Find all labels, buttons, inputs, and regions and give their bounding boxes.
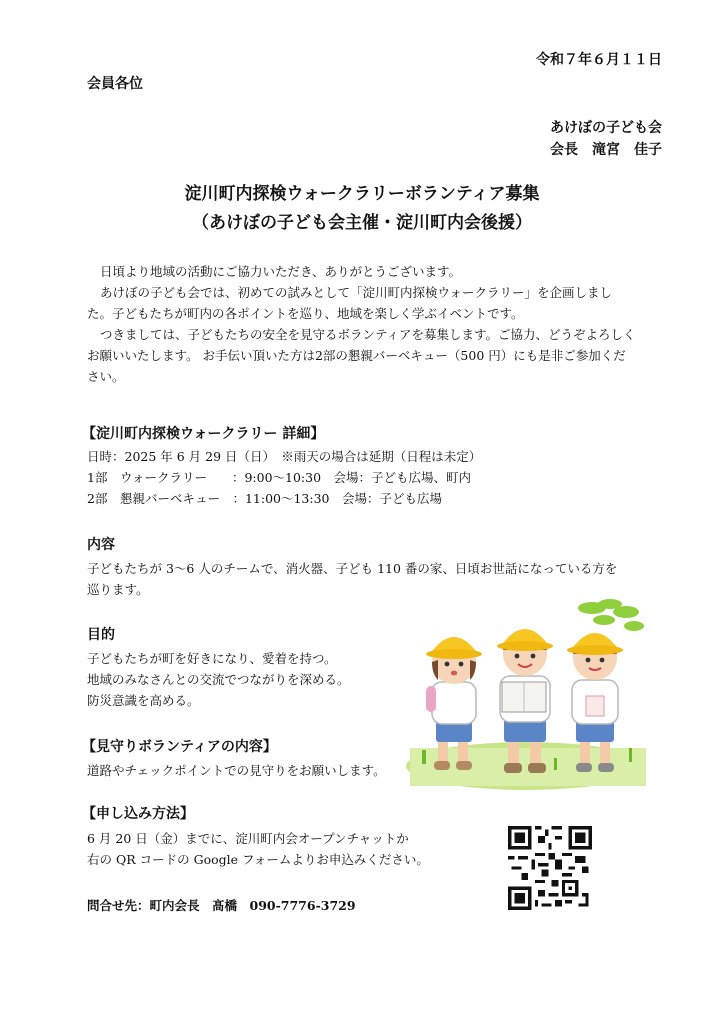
contact-info: 問合せ先：町内会長 髙橋 090-7776-3729: [87, 898, 356, 913]
volunteer-line: 道路やチェックポイントでの見守りをお願いします。: [87, 763, 386, 778]
purpose-line: 子どもたちが町を好きになり、愛着を持つ。: [87, 651, 337, 666]
purpose-line: 防災意識を高める。: [87, 693, 200, 708]
content-line: 巡ります。: [87, 582, 149, 597]
details-heading: 【淀川町内探検ウォークラリー 詳細】: [82, 426, 325, 442]
purpose-line: 地域のみなさんとの交流でつながりを深める。: [87, 672, 350, 687]
apply-body: [87, 828, 429, 870]
purpose-heading: 目的: [87, 627, 115, 643]
addressee: 会員各位: [87, 76, 143, 92]
volunteer-body: [87, 760, 386, 781]
details-line: 日時：2025 年 6 月 29 日（日） ※雨天の場合は延期（日程は未定）: [87, 449, 482, 464]
document-date: 令和７年６月１１日: [536, 52, 662, 68]
title-line-1: 淀川町内探検ウォークラリーボランティア募集: [184, 184, 540, 204]
sender-org: あけぼの子ども会: [550, 120, 662, 136]
intro-line: 日頃より地域の活動にご協力いただき、ありがとうございます。: [100, 264, 462, 279]
details-line: 1部 ウォークラリー ：9:00～10:30 会場：子ども広場、町内: [87, 470, 472, 485]
content-body: [87, 558, 617, 600]
intro-line: た。子どもたちが町内の各ポイントを巡り、地域を楽しく学ぶイベントです。: [87, 306, 524, 321]
intro-line: あけぼの子ども会では、初めての試みとして「淀川町内探検ウォークラリー」を企画しまし: [100, 285, 613, 300]
title-line-2: （あけぼの子ども会主催・淀川町内会後援）: [192, 213, 532, 233]
purpose-body: [87, 648, 350, 711]
content-line: 子どもたちが 3～6 人のチームで、消火器、子ども 110 番の家、日頃お世話になっている方を: [87, 561, 618, 576]
sender-person: 会長 滝宮 佳子: [550, 142, 662, 158]
content-heading: 内容: [87, 537, 115, 553]
apply-heading: 【申し込み方法】: [82, 806, 194, 822]
apply-line: 6 月 20 日（金）までに、淀川町内会オープンチャットか: [87, 831, 409, 846]
intro-line: つきましては、子どもたちの安全を見守るボランティアを募集します。ご協力、どうぞよろしく: [100, 327, 636, 342]
intro-line: さい。: [87, 369, 125, 384]
details-body: [87, 446, 481, 509]
intro-line: お願いいたします。 お手伝い頂いた方は2部の懇親バーベキュー（500 円）にも是非ご参加くだ: [87, 348, 626, 363]
intro-paragraph: [87, 261, 667, 387]
volunteer-heading: 【見守りボランティアの内容】: [82, 739, 277, 755]
children-walking-with-map-illustration: [404, 598, 649, 790]
details-line: 2部 懇親バーベキュー ：11:00～13:30 会場：子ども広場: [87, 491, 442, 506]
apply-line: 右の QR コードの Google フォームよりお申込みください。: [87, 852, 429, 867]
qr-code-icon[interactable]: [508, 826, 592, 910]
